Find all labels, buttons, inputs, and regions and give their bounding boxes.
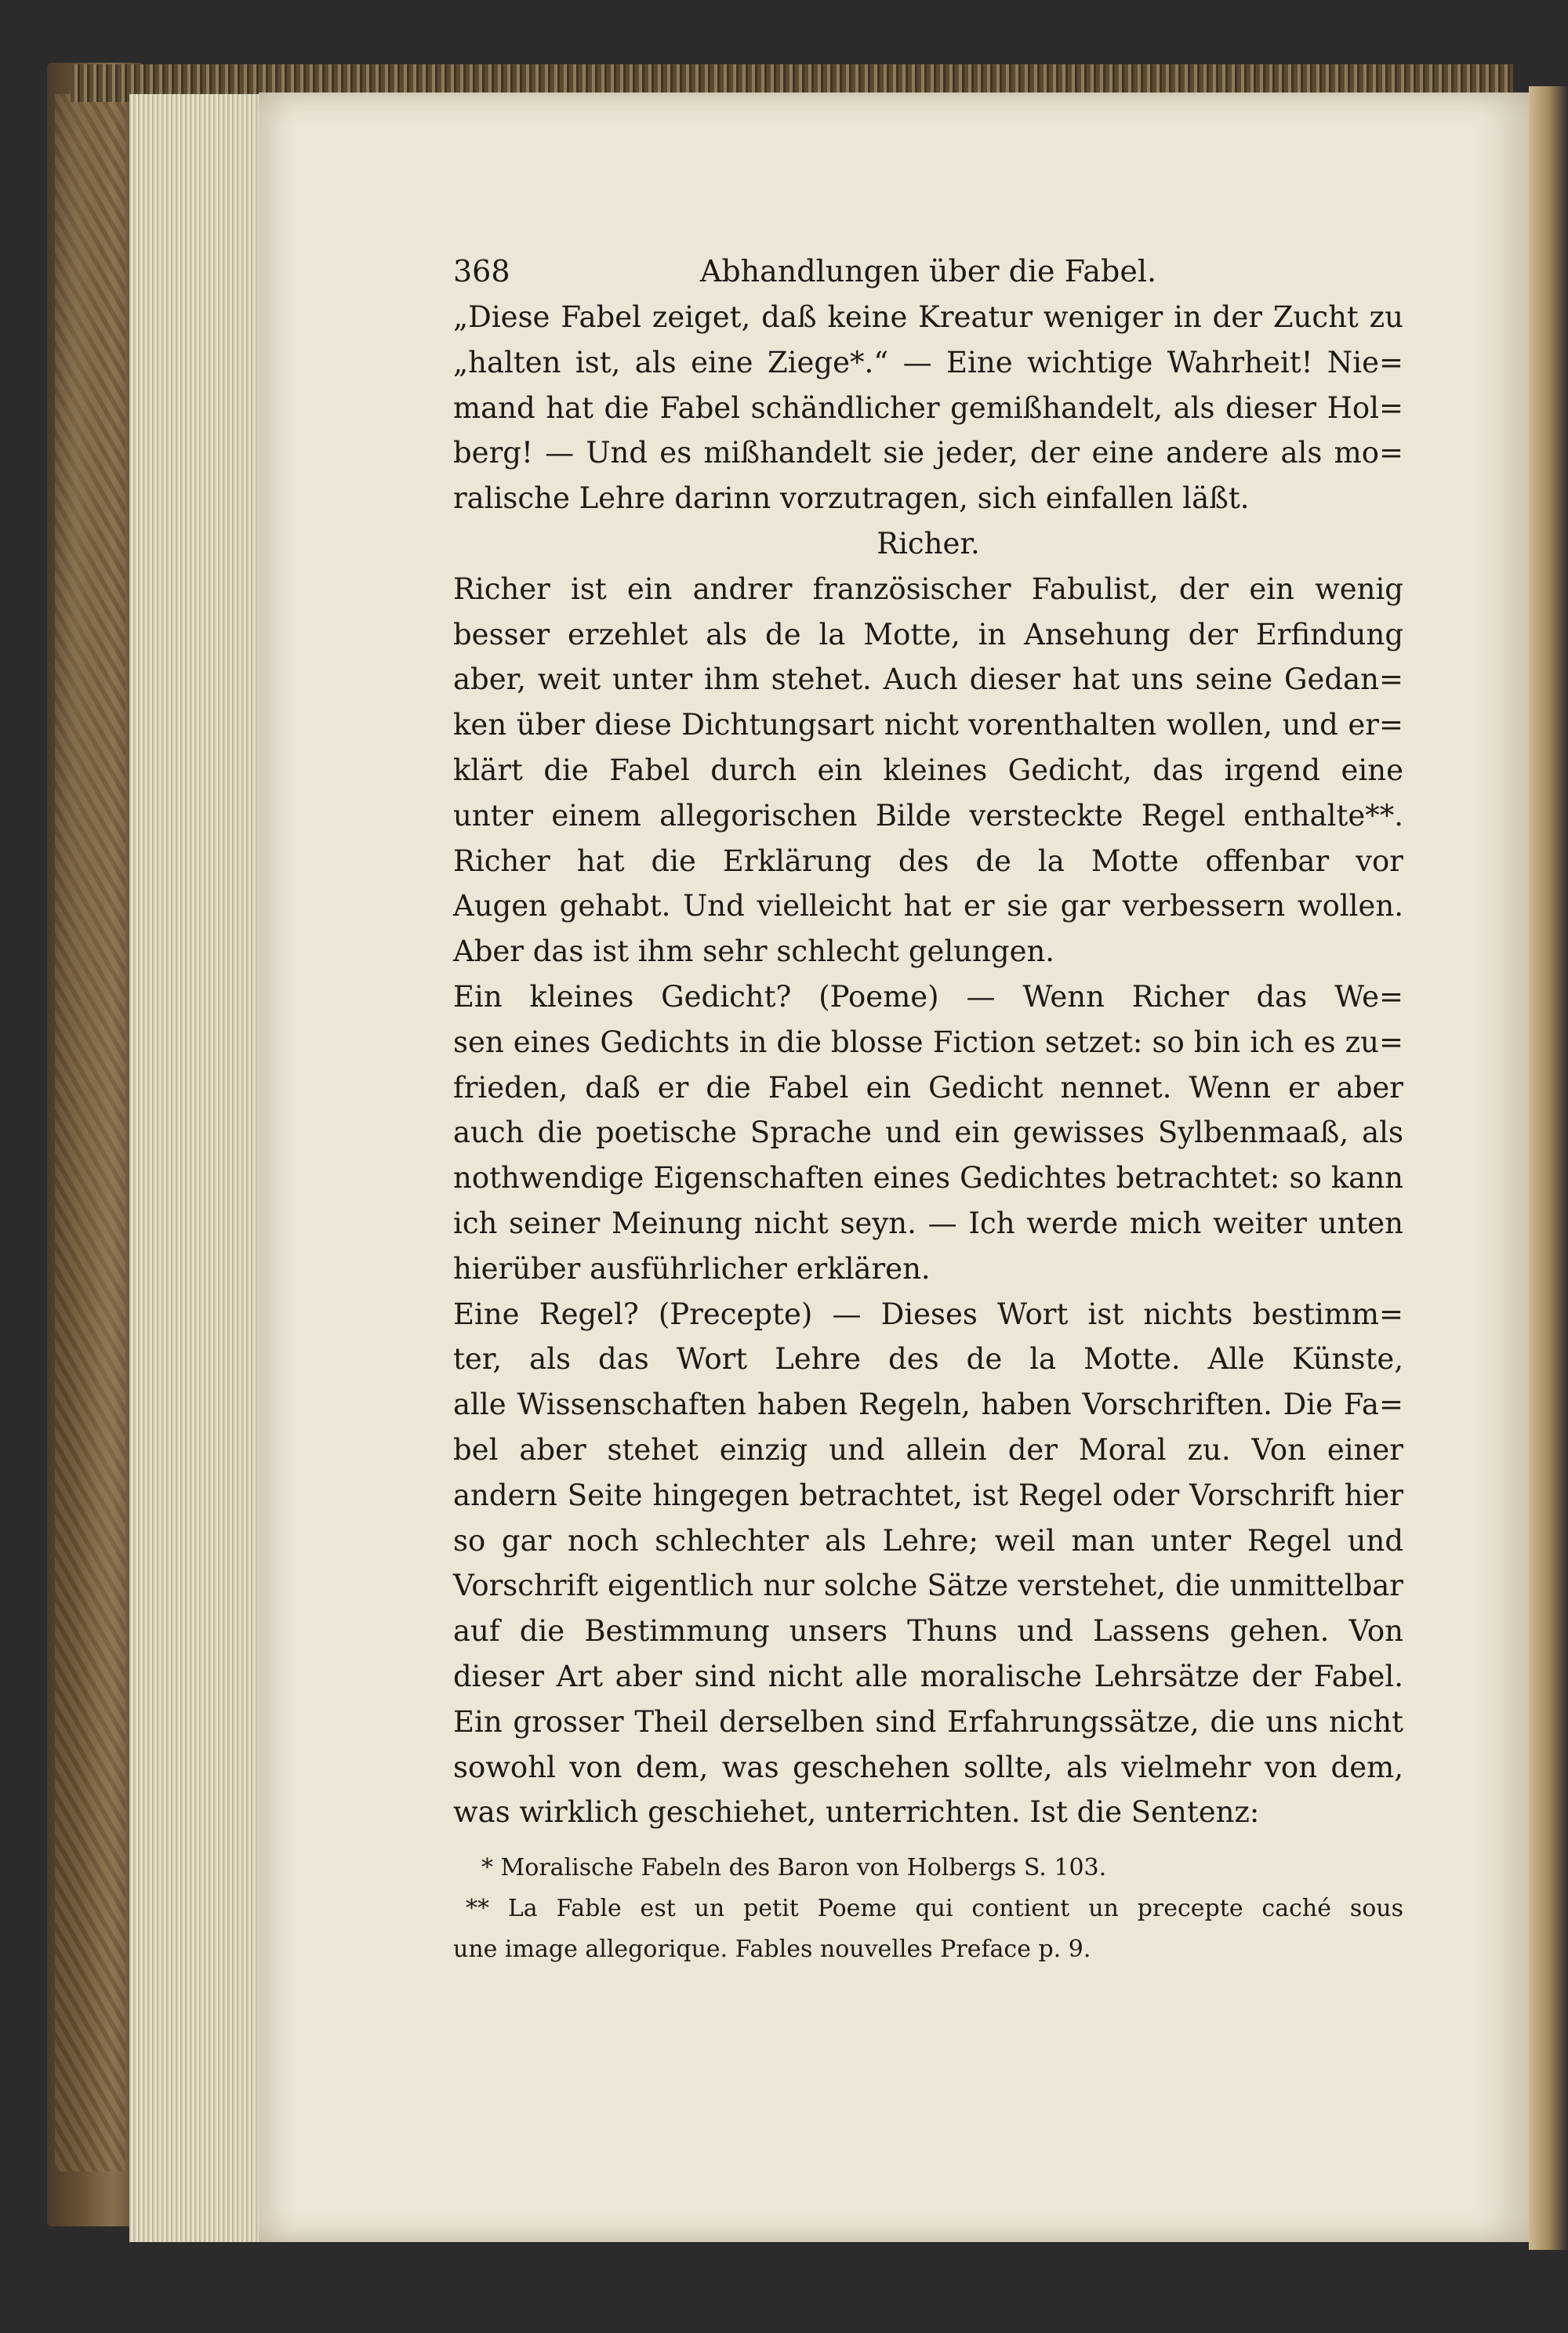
text-line: Richer hat die Erklärung des de la Motte offenbar vor — [453, 844, 1403, 878]
text-line: „Diese Fabel zeiget, daß keine Kreatur weniger in der Zucht zu — [453, 300, 1403, 334]
section-heading: Richer. — [877, 526, 980, 561]
page-content — [453, 248, 1403, 1970]
text-line: Ein kleines Gedicht? (Poeme) — Wenn Richer das We= — [453, 979, 1403, 1014]
page-stack-edge — [129, 94, 263, 2242]
facing-page-edge — [1529, 86, 1568, 2250]
text-line: dieser Art aber sind nicht alle moralische Lehrsätze der Fabel. — [453, 1659, 1403, 1693]
text-line: ich seiner Meinung nicht seyn. — Ich werde mich weiter unten — [453, 1206, 1403, 1240]
page-header — [453, 248, 1403, 295]
text-line: frieden, daß er die Fabel ein Gedicht nennet. Wenn er aber — [453, 1070, 1403, 1105]
text-line: hierüber ausführlicher erklären. — [453, 1251, 931, 1286]
text-line: unter einem allegorischen Bilde versteckte Regel enthalte**. — [453, 798, 1403, 833]
page-number: 368 — [453, 254, 510, 288]
marbled-endpaper — [55, 94, 125, 2172]
text-line: Augen gehabt. Und vielleicht hat er sie gar verbessern wollen. — [453, 889, 1403, 923]
text-line: so gar noch schlechter als Lehre; weil man unter Regel und — [453, 1523, 1403, 1558]
text-line: alle Wissenschaften haben Regeln, haben Vorschriften. Die Fa= — [453, 1388, 1403, 1422]
text-line: Eine Regel? (Precepte) — Dieses Wort ist nichts bestimm= — [453, 1297, 1403, 1331]
text-line: was wirklich geschiehet, unterrichten. Ist die Sentenz: — [453, 1795, 1260, 1830]
text-line: sowohl von dem, was geschehen sollte, als vielmehr von dem, — [453, 1750, 1403, 1784]
text-line: ralische Lehre darinn vorzutragen, sich einfallen läßt. — [453, 481, 1250, 516]
text-line: aber, weit unter ihm stehet. Auch dieser hat uns seine Gedan= — [453, 662, 1403, 697]
text-line: Aber das ist ihm sehr schlecht gelungen. — [453, 934, 1055, 969]
text-line: andern Seite hingegen betrachtet, ist Regel oder Vorschrift hier — [453, 1478, 1403, 1512]
footnote: * Moralische Fabeln des Baron von Holbergs S. 103. — [481, 1854, 1107, 1882]
text-line: bel aber stehet einzig und allein der Moral zu. Von einer — [453, 1432, 1403, 1467]
text-line: sen eines Gedichts in die blosse Fiction setzet: so bin ich es zu= — [453, 1025, 1403, 1059]
footnote: une image allegorique. Fables nouvelles Preface p. 9. — [453, 1936, 1091, 1964]
running-head: Abhandlungen über die Fabel. — [699, 254, 1157, 288]
text-line: auf die Bestimmung unsers Thuns und Lassens gehen. Von — [453, 1614, 1403, 1649]
footnote: ** La Fable est un petit Poeme qui contient un precepte caché sous — [466, 1895, 1403, 1923]
footnotes — [453, 1848, 1403, 1970]
text-line: mand hat die Fabel schändlicher gemißhandelt, als dieser Hol= — [453, 390, 1403, 425]
text-line: besser erzehlet als de la Motte, in Ansehung der Erfindung — [453, 617, 1403, 651]
text-line: berg! — Und es mißhandelt sie jeder, der eine andere als mo= — [453, 436, 1403, 470]
text-line: Richer ist ein andrer französischer Fabulist, der ein wenig — [453, 571, 1403, 606]
text-line: auch die poetische Sprache und ein gewisses Sylbenmaaß, als — [453, 1116, 1403, 1150]
text-line: nothwendige Eigenschaften eines Gedichtes betrachtet: so kann — [453, 1161, 1403, 1196]
footnote-spacer — [453, 1835, 1403, 1848]
text-line: Ein grosser Theil derselben sind Erfahrungssätze, die uns nicht — [453, 1704, 1403, 1739]
text-line: „halten ist, als eine Ziege*.“ — Eine wichtige Wahrheit! Nie= — [453, 345, 1403, 379]
body-text — [453, 295, 1403, 1835]
text-line: ter, als das Wort Lehre des de la Motte. Alle Künste, — [453, 1342, 1403, 1377]
text-line: klärt die Fabel durch ein kleines Gedicht, das irgend eine — [453, 753, 1403, 787]
text-line: ken über diese Dichtungsart nicht vorenthalten wollen, und er= — [453, 708, 1403, 742]
text-line: Vorschrift eigentlich nur solche Sätze verstehet, die unmittelbar — [453, 1569, 1403, 1603]
